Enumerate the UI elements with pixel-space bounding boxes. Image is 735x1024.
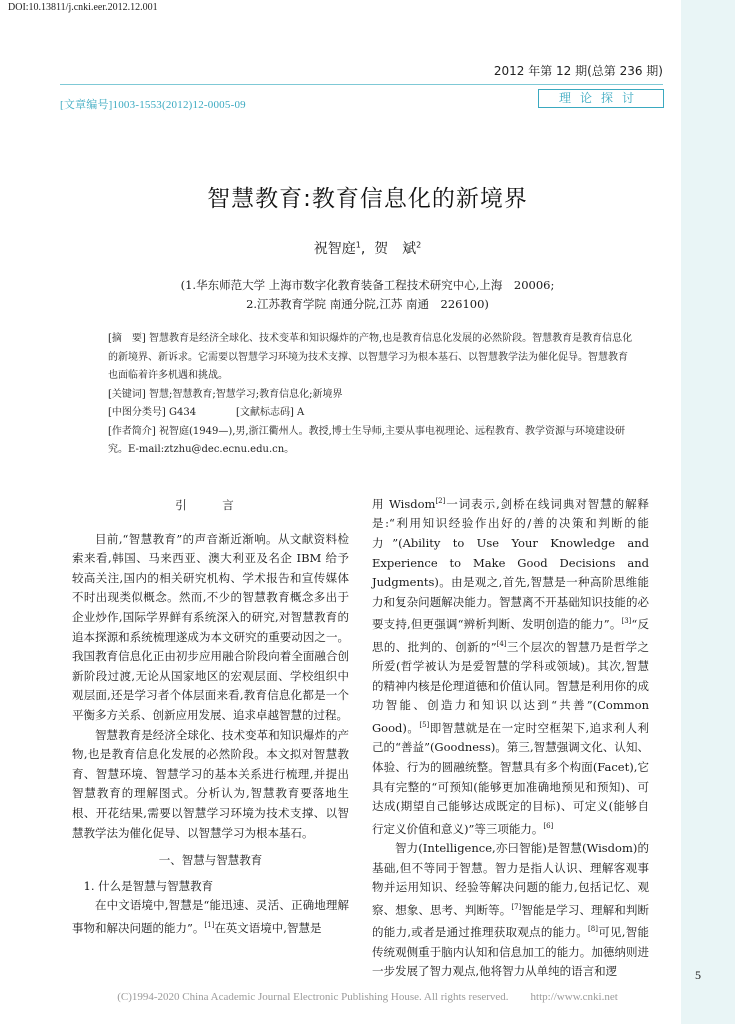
right-column bbox=[372, 492, 649, 982]
citation: [2] bbox=[435, 497, 446, 505]
copyright-footer: (C)1994-2020 China Academic Journal Electronic Publishing House. All rights reserved. http://www.cnki.net bbox=[117, 991, 618, 1003]
citation: [8] bbox=[588, 925, 598, 934]
side-color-strip bbox=[681, 0, 735, 1024]
abstract-text: [摘 要] 智慧教育是经济全球化、技术变革和知识爆炸的产物,也是教育信息化发展的必然阶段。智慧教育是教育信息化的新境界、新诉求。它需要以智慧学习环境为技术支撑、以智慧学习为根本基石、以智慧教学法为催化促导。智慧教育也面临着许多机遇和挑战。 bbox=[108, 333, 633, 381]
header-rule bbox=[60, 84, 663, 85]
paragraph: 目前,“智慧教育”的声音渐近渐响。从文献资料检索来看,韩国、马来西亚、澳大利亚及名企 IBM 给予较高关注,国内的相关研究机构、学术报告和宣传媒体不时出现类似概念。然而,不少的智慧教育概念多出于企业炒作,国际学界鲜有系统深入的研究,对智慧教育的追本探源和系统梳理遂成为本文研究的重要动因之一。我国教育信息化正由初步应用融合阶段向着全面融合创新阶段过渡,无论从国家地区的宏观层面、学校组织中观层面,还是学习者个体层面来看,教育信息化都是一个平衡多方关系、创新应用发展、追求卓越智慧的过程。 bbox=[72, 531, 349, 722]
intro-heading: 引 言 bbox=[175, 498, 246, 512]
section-heading: 一、智慧与智慧教育 bbox=[158, 853, 263, 868]
citation: [7] bbox=[511, 903, 522, 912]
subsection-heading: 1. 什么是智慧与智慧教育 bbox=[83, 878, 214, 893]
affiliations bbox=[0, 276, 735, 314]
citation: [4] bbox=[496, 639, 507, 648]
text-run: 在英文语境中,智慧是 bbox=[214, 920, 322, 935]
text-run: 即智慧就是在一定时空框架下,追求利人利己的“善益”(Goodness)。第三,智慧强调文化、认知、体验、行为的圆融统整。智慧具有多个构面(Facet),它具有完整的“可预知(能够更加准确地预见和预知)、可达成(期望自己能够达成既定的目标)、可定义(能够自行定义价值和意义)”等三项能力。 bbox=[372, 720, 649, 836]
text-run: 可见,智能传统观侧重于脑内认知和信息加工的能力。加德纳则进一步发展了智力观点,他将智力从单纯的语言和逻 bbox=[372, 925, 650, 979]
article-number: [文章编号]1003-1553(2012)12-0005-09 bbox=[60, 99, 246, 111]
paragraph bbox=[372, 492, 649, 839]
affiliation-2: 2.江苏教育学院 南通分院,江苏 南通 226100) bbox=[246, 297, 489, 311]
text-run: 三个层次的智慧乃是哲学之所爱(哲学被认为是爱智慧的学科或领域)。其次,智慧的精神内核是伦理道德和价值认同。智慧是利用你的成功智能、创造力和知识以达到“共善”(Common Good)。 bbox=[372, 639, 649, 735]
author-2-affil: 2 bbox=[416, 240, 422, 250]
keywords: [关键词] 智慧;智慧教育;智慧学习;教育信息化;新境界 bbox=[108, 388, 343, 400]
paragraph: 智慧教育是经济全球化、技术变革和知识爆炸的产物,也是教育信息化发展的必然阶段。本文拟对智慧教育、智慧环境、智慧学习的基本关系进行梳理,并提出智慧教育的理解图式。分析认为,智慧教育要落地生根、开花结果,需要以智慧学习环境为技术支撑、以智慧教学法为催化促导、以智慧学习为根本基石。 bbox=[72, 727, 349, 840]
abstract-block bbox=[100, 330, 636, 460]
text-run: 用 Wisdom bbox=[372, 496, 436, 511]
doi-label: DOI:10.13811/j.cnki.eer.2012.12.001 bbox=[8, 2, 158, 13]
text-run: 智力(Intelligence,亦曰智能)是智慧(Wisdom)的基础,但不等同于智慧。智力是指人认识、理解客观事物并运用知识、经验等解决问题的能力,包括记忆、观察、想象、思考、判断等。 bbox=[372, 841, 649, 917]
author-separator: , bbox=[360, 241, 366, 257]
section-tag: 理论探讨 bbox=[538, 89, 664, 108]
text-run: 在中文语境中,智慧是“能迅速、灵活、正确地理解事物和解决问题的能力”。 bbox=[72, 898, 349, 935]
author-1-affil: 1 bbox=[355, 240, 361, 250]
citation: [1] bbox=[204, 920, 215, 929]
paragraph bbox=[72, 896, 349, 938]
page-number: 5 bbox=[695, 968, 701, 982]
citation: [5] bbox=[419, 721, 430, 730]
page-title: 智慧教育:教育信息化的新境界 bbox=[207, 186, 528, 212]
affiliation-1: (1.华东师范大学 上海市数字化教育装备工程技术研究中心,上海 20006; bbox=[180, 278, 555, 292]
text-run: “反思的、批判的、创新的” bbox=[372, 617, 649, 654]
left-column bbox=[72, 492, 349, 938]
author-1: 祝智庭 bbox=[313, 241, 356, 257]
issue-label: 2012 年第 12 期(总第 236 期) bbox=[493, 64, 663, 78]
citation: [3] bbox=[621, 617, 632, 626]
paragraph bbox=[372, 839, 649, 982]
authors-line bbox=[0, 238, 735, 258]
author-2: 贺 斌 bbox=[374, 241, 417, 257]
classification: [中图分类号] G434 [文献标志码] A bbox=[108, 407, 305, 418]
author-intro: [作者简介] 祝智庭(1949—),男,浙江衢州人。教授,博士生导师,主要从事电视理论、远程教育、教学资源与环境建设研究。E-mail:ztzhu@dec.ecnu.edu.cn。 bbox=[108, 425, 625, 455]
citation: [6] bbox=[543, 821, 554, 830]
text-run: 智能是学习、理解和判断的能力,或者是通过推理获取观点的能力。 bbox=[372, 902, 649, 940]
text-run: 一词表示,剑桥在线词典对智慧的解释是:“利用知识经验作出好的/善的决策和判断的能力”(Ability to Use Your Knowledge and Experience to Make Good Decisions and Judgments)。由是观之,首先,智慧是一种高阶思维能力和复杂问题解决能力。智慧离不开基础知识技能的必要支持,但更强调“辨析判断、发明创造的能力”。 bbox=[372, 496, 650, 632]
